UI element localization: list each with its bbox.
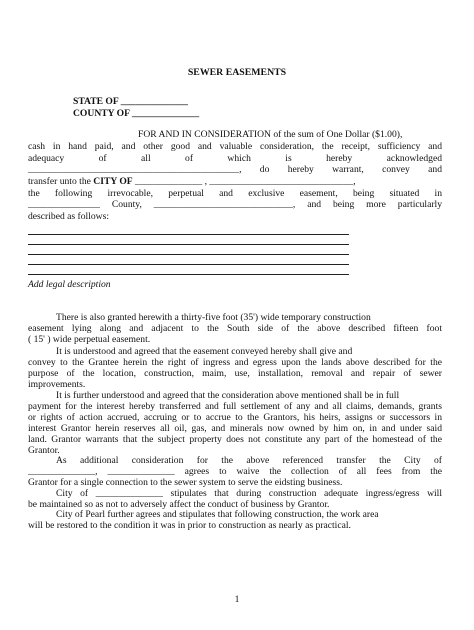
temp-easement-line-2: easement lying along and adjacent to the South side of the above described fifteen foot [28, 323, 442, 334]
described-as-follows: described as follows: [28, 211, 109, 222]
county-field[interactable]: COUNTY OF ______________ [73, 108, 200, 119]
payment-line-4: interest Grantor herein reserves all oil, gas, and minerals now owned by him on, in and under said [28, 423, 442, 434]
easement-line: the following irrevocable, perpetual and exclusive easement, being situated in [28, 188, 442, 199]
legal-line-2[interactable] [28, 244, 349, 245]
ingress-line-3: purpose of the location, construction, maim, use, installation, removal and repair of sewer [28, 368, 442, 379]
ingress-line-4: improvements. [28, 379, 86, 390]
payment-line-1: It is further understood and agreed that the consideration above mentioned shall be in full [56, 390, 400, 401]
stipulation-line-2: be maintained so as not to adversely affect the conduct of business by Grantor. [28, 499, 330, 510]
county-state-field-line[interactable]: _______________ County, _____________________________, and being more particularly [28, 199, 442, 210]
city-transfer-line: transfer unto the CITY OF ______________ , ______________________________, [28, 176, 356, 187]
legal-line-3[interactable] [28, 254, 349, 255]
additional-consideration-line-1: As additional consideration for the above referenced transfer the City of [56, 455, 442, 466]
legal-line-4[interactable] [28, 264, 349, 265]
document-title: SEWER EASEMENTS [187, 67, 287, 78]
temp-easement-line-3: ( 15' ) wide perpetual easement. [28, 334, 151, 345]
page-number: 1 [234, 594, 240, 605]
additional-consideration-line-2[interactable]: ______________, ______________ agrees to waive the collection of all fees from the [28, 466, 442, 477]
temp-easement-line-1: There is also granted herewith a thirty-five foot (35') wide temporary construction [56, 312, 371, 323]
ingress-line-2: convey to the Grantee herein the right of ingress and egress upon the lands above described for the [28, 357, 442, 368]
consideration-line-2: cash in hand paid, and other good and valuable consideration, the receipt, sufficiency and [28, 141, 442, 152]
legal-line-5[interactable] [28, 274, 349, 275]
grantor-name-field[interactable]: ____________________________________________, do hereby warrant, convey and [28, 164, 442, 175]
legal-line-1[interactable] [28, 234, 349, 235]
payment-line-6: Grantor. [28, 445, 60, 456]
additional-consideration-line-3: Grantor for a single connection to the sewer system to serve the eidsting business. [28, 477, 343, 488]
restoration-line-1: City of Pearl further agrees and stipulates that following construction, the work area [56, 509, 379, 520]
restoration-line-2: will be restored to the condition it was in prior to construction as nearly as practical. [28, 520, 351, 531]
stipulation-line-1[interactable]: City of ______________ stipulates that during construction adequate ingress/egress will [56, 488, 442, 499]
payment-line-5: land. Grantor warrants that the subject property does not constitute any part of the homestead of the [28, 434, 442, 445]
state-field[interactable]: STATE OF ______________ [73, 96, 188, 107]
payment-line-3: or rights of action accrued, accruing or to accrue to the Grantors, his heirs, assigns or successors in [28, 412, 442, 423]
payment-line-2: payment for the interest hereby transferred and full settlement of any and all claims, demands, grants [28, 401, 442, 412]
ingress-line-1: It is understood and agreed that the easement conveyed hereby shall give and [56, 346, 353, 357]
consideration-line-3: adequacy of all of which is hereby acknowledged [28, 153, 442, 164]
legal-description-placeholder[interactable]: Add legal description [28, 279, 111, 290]
consideration-line-1: FOR AND IN CONSIDERATION of the sum of One Dollar ($1.00), [138, 129, 403, 140]
